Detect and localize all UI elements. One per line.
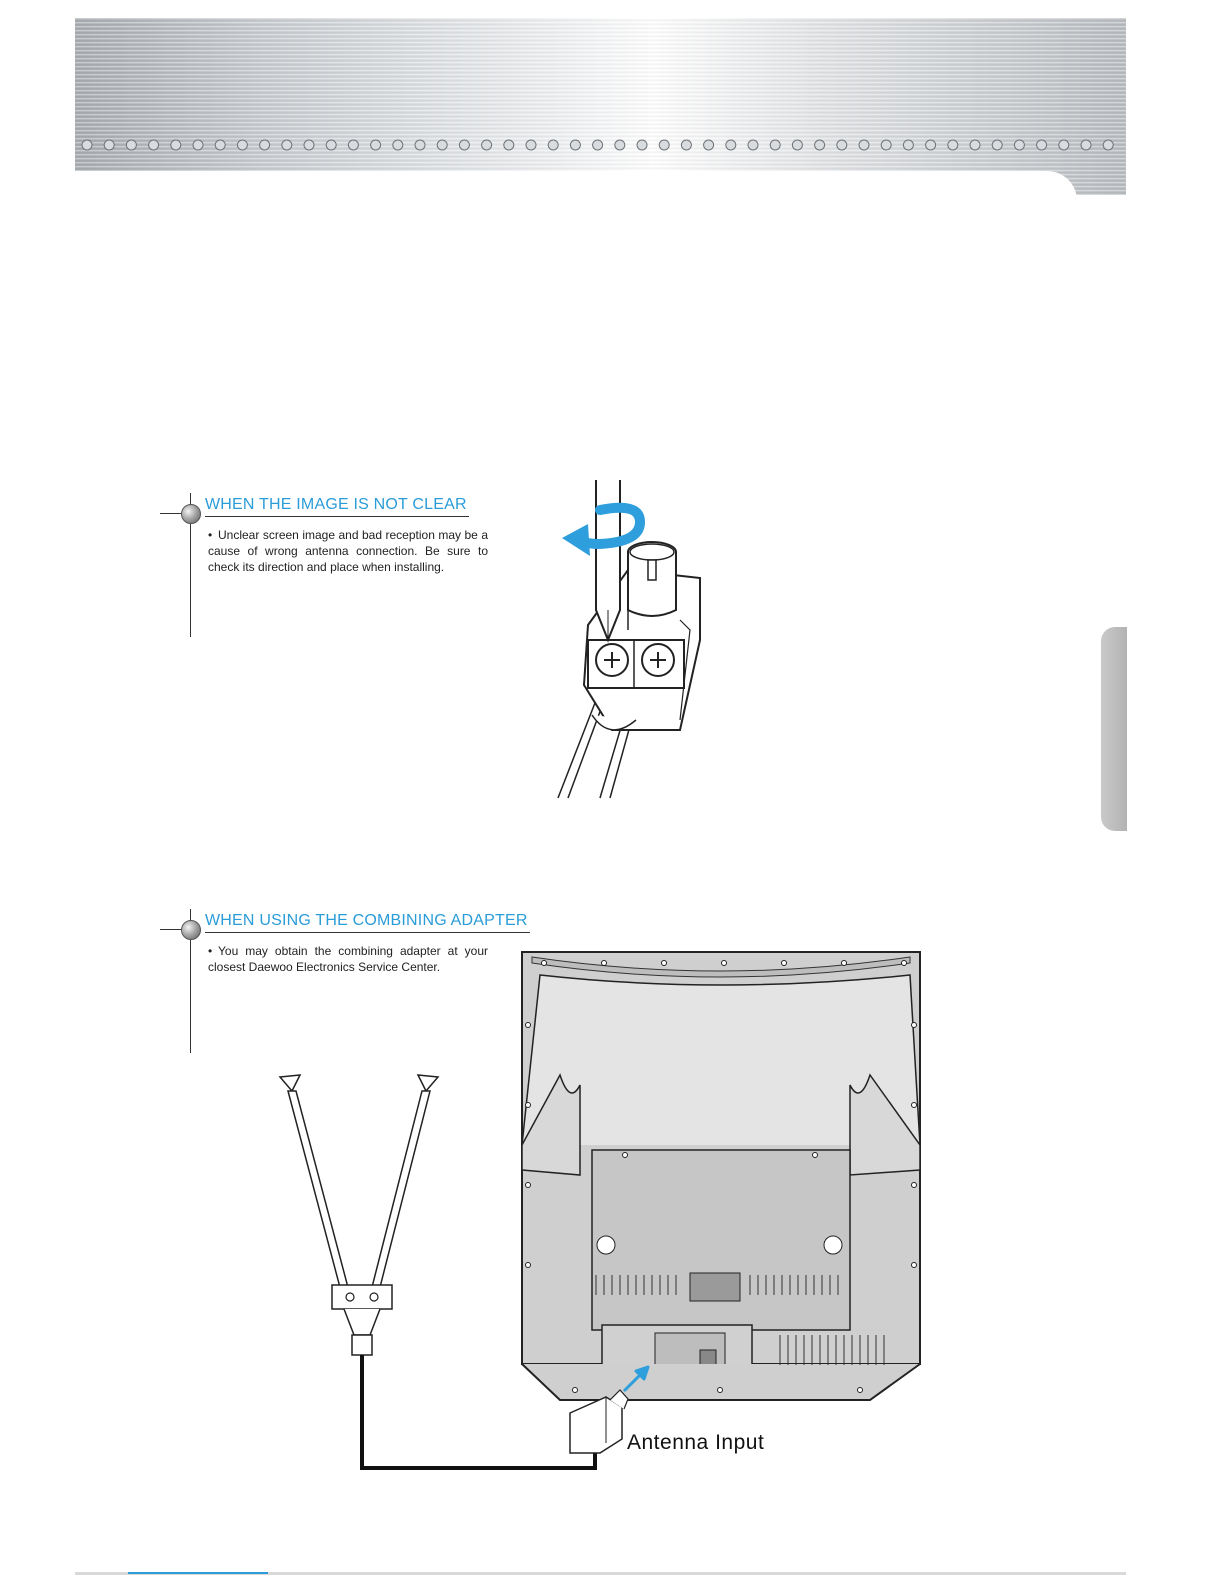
header-rivet (437, 140, 447, 150)
page-header-banner (75, 18, 1126, 195)
header-rivet (948, 140, 958, 150)
section-bullet-icon (181, 920, 201, 940)
header-rivet (637, 140, 647, 150)
header-rivet (815, 140, 825, 150)
bullet-dot-icon: • (208, 944, 213, 958)
section-body-text: You may obtain the combining adapter at your closest Daewoo Electronics Service Center. (208, 944, 488, 974)
header-rivet (570, 140, 580, 150)
header-rivet (526, 140, 536, 150)
header-rivet (1014, 140, 1024, 150)
header-rivet (970, 140, 980, 150)
header-rivet (237, 140, 247, 150)
header-rivet (415, 140, 425, 150)
header-rivet (881, 140, 891, 150)
combining-adapter-illustration (270, 945, 930, 1485)
header-rivet (260, 140, 270, 150)
antenna-connector-illustration (540, 480, 730, 800)
header-rivet (1059, 140, 1069, 150)
header-rivet (348, 140, 358, 150)
header-rivet (615, 140, 625, 150)
header-rivet (1103, 140, 1113, 150)
header-rivet (770, 140, 780, 150)
header-rivet (459, 140, 469, 150)
header-rivet (837, 140, 847, 150)
combining-adapter-illustration-parts (280, 1075, 438, 1355)
header-rivet (126, 140, 136, 150)
header-rivet (792, 140, 802, 150)
tv-rear-illustration (522, 952, 920, 1400)
header-tab-shape (75, 171, 1077, 195)
header-rivet (171, 140, 181, 150)
header-rivet (992, 140, 1002, 150)
header-rivet (149, 140, 159, 150)
header-rivet (903, 140, 913, 150)
section-image-not-clear (160, 493, 560, 643)
header-rivet (282, 140, 292, 150)
header-rivet (104, 140, 114, 150)
header-rivet (304, 140, 314, 150)
header-rivet (482, 140, 492, 150)
header-rivet (926, 140, 936, 150)
antenna-input-label: Antenna Input (627, 1431, 765, 1454)
header-rivet (193, 140, 203, 150)
bullet-dot-icon: • (208, 528, 213, 542)
header-rivet (681, 140, 691, 150)
header-rivet (215, 140, 225, 150)
footer-accent-rule (128, 1572, 268, 1574)
header-rivet (726, 140, 736, 150)
section-title: WHEN THE IMAGE IS NOT CLEAR (205, 496, 469, 517)
section-body-text: Unclear screen image and bad reception may be a cause of wrong antenna connection. Be sure to check its direction and place when installing. (208, 528, 488, 574)
header-rivet (326, 140, 336, 150)
header-rivet (548, 140, 558, 150)
section-body (208, 527, 488, 575)
header-rivet (393, 140, 403, 150)
section-title: WHEN USING THE COMBINING ADAPTER (205, 912, 530, 933)
header-rivet (82, 140, 92, 150)
header-rivet (1037, 140, 1047, 150)
side-tab (1101, 627, 1127, 831)
header-rivet-row (75, 18, 1126, 195)
header-rivet (504, 140, 514, 150)
header-rivet (748, 140, 758, 150)
section-bullet-icon (181, 504, 201, 524)
header-rivet (371, 140, 381, 150)
header-rivet (659, 140, 669, 150)
header-rivet (704, 140, 714, 150)
header-rivet (593, 140, 603, 150)
header-rivet (859, 140, 869, 150)
header-rivet (1081, 140, 1091, 150)
